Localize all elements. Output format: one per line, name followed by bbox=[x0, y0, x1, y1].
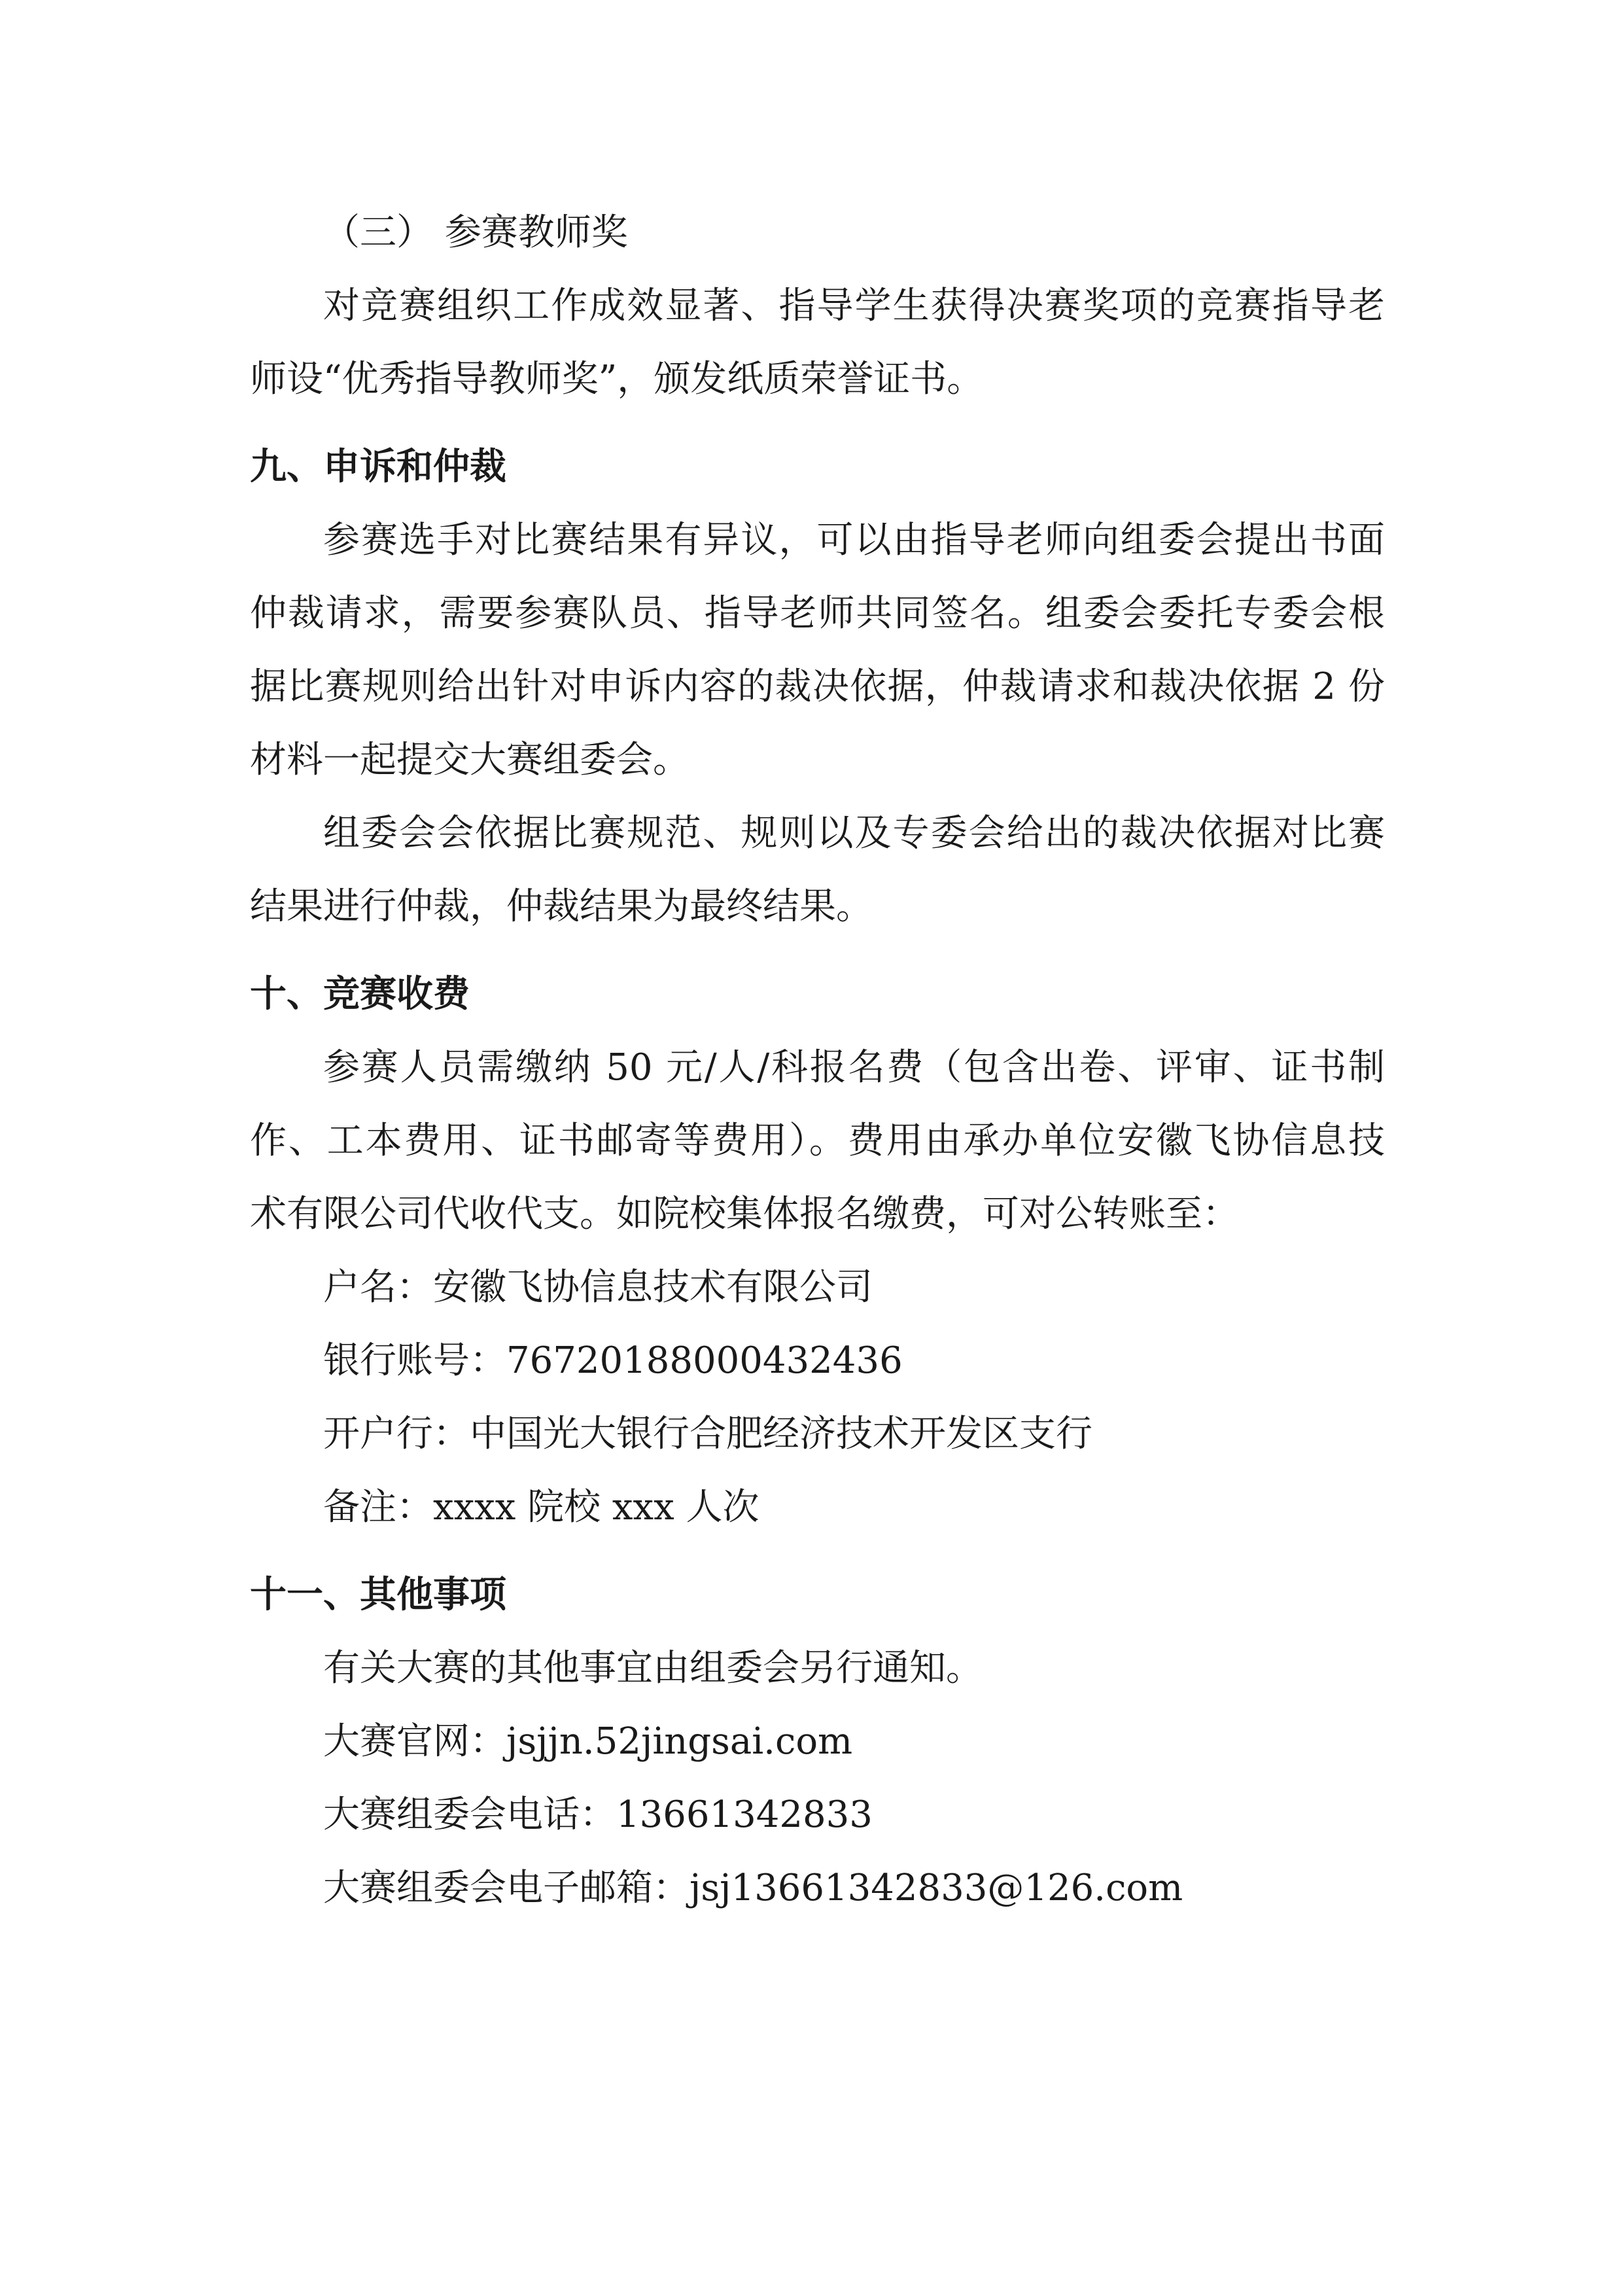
section-9-heading: 九、申诉和仲裁 bbox=[250, 446, 506, 488]
payment-remark: 备注：xxxx 院校 xxx 人次 bbox=[323, 1486, 759, 1528]
section-3-heading: （三） 参赛教师奖 bbox=[323, 211, 628, 254]
section-9-para1-line-4: 材料一起提交大赛组委会。 bbox=[250, 739, 689, 781]
section-11-heading: 十一、其他事项 bbox=[250, 1574, 506, 1616]
section-10-para1-line-3: 术有限公司代收代支。如院校集体报名缴费，可对公转账至： bbox=[250, 1193, 1239, 1235]
section-3-line-2: 师设“优秀指导教师奖”，颁发纸质荣誉证书。 bbox=[250, 358, 984, 400]
bank-branch: 开户行：中国光大银行合肥经济技术开发区支行 bbox=[323, 1413, 1092, 1455]
committee-phone: 大赛组委会电话：13661342833 bbox=[323, 1793, 873, 1836]
committee-email: 大赛组委会电子邮箱：jsj13661342833@126.com bbox=[323, 1867, 1183, 1909]
section-10-para1-line-1: 参赛人员需缴纳 50 元/人/科报名费（包含出卷、评审、证书制 bbox=[323, 1046, 1385, 1089]
section-3-line-1: 对竞赛组织工作成效显著、指导学生获得决赛奖项的竞赛指导老 bbox=[323, 285, 1385, 327]
document-body bbox=[250, 196, 1385, 1925]
section-9-para1-line-2: 仲裁请求，需要参赛队员、指导老师共同签名。组委会委托专委会根 bbox=[250, 592, 1385, 635]
account-number: 银行账号：76720188000432436 bbox=[323, 1339, 903, 1382]
section-9-para1-line-1: 参赛选手对比赛结果有异议，可以由指导老师向组委会提出书面 bbox=[323, 519, 1385, 561]
section-10-para1-line-2: 作、工本费用、证书邮寄等费用）。费用由承办单位安徽飞协信息技 bbox=[250, 1120, 1385, 1162]
section-9-para1-line-3: 据比赛规则给出针对申诉内容的裁决依据，仲裁请求和裁决依据 2 份 bbox=[250, 665, 1385, 708]
section-9-para2-line-2: 结果进行仲裁，仲裁结果为最终结果。 bbox=[250, 885, 873, 928]
contest-website: 大赛官网：jsjjn.52jingsai.com bbox=[323, 1720, 853, 1763]
section-10-heading: 十、竞赛收费 bbox=[250, 973, 470, 1016]
account-name: 户名：安徽飞协信息技术有限公司 bbox=[323, 1266, 873, 1309]
section-9-para2-line-1: 组委会会依据比赛规范、规则以及专委会给出的裁决依据对比赛 bbox=[323, 812, 1385, 855]
section-11-notice: 有关大赛的其他事宜由组委会另行通知。 bbox=[323, 1647, 983, 1689]
